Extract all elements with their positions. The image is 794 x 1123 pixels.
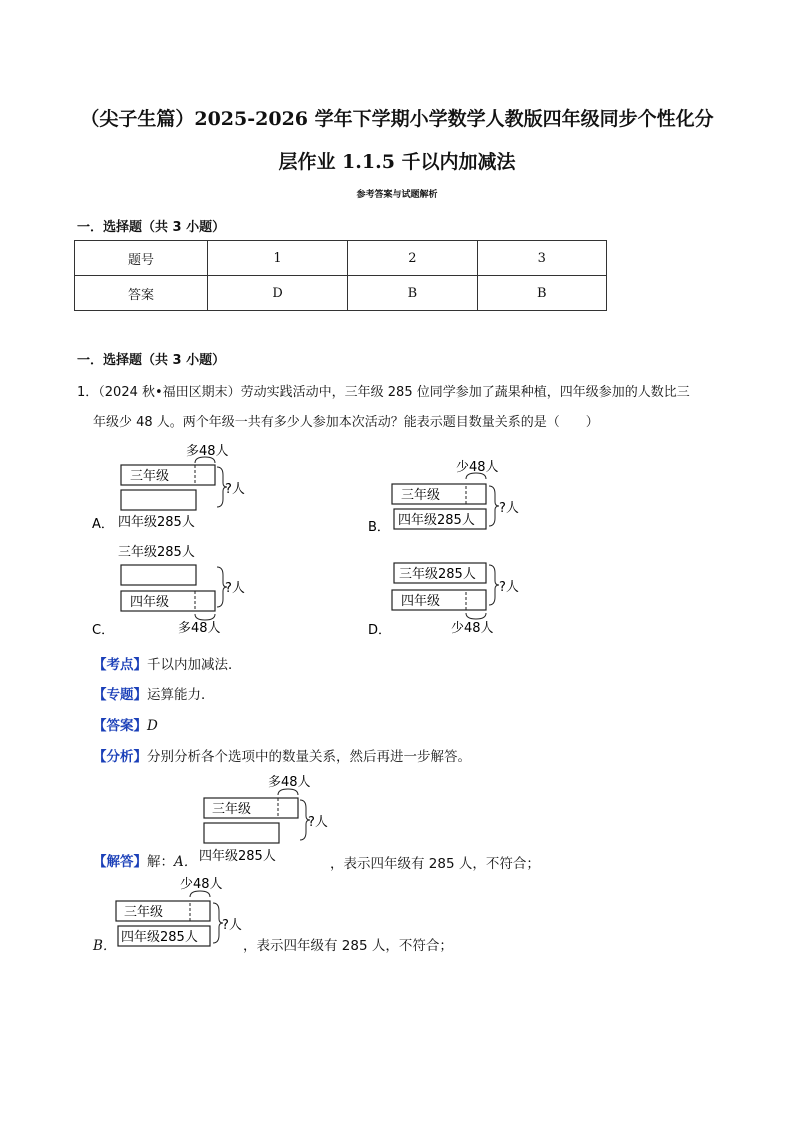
option-d-total: ?人 (499, 580, 519, 595)
jieda-label: 【解答】 (93, 854, 147, 870)
solution-b-top-label: 少48人 (180, 877, 223, 892)
option-d-letter: D． (368, 623, 392, 638)
table-row (75, 241, 607, 276)
page-title-line2: 层作业 1.1.5 千以内加减法 (278, 151, 516, 173)
option-a-bar-2 (121, 490, 196, 510)
option-d-bar-1-label: 三年级285人 (399, 567, 476, 582)
table-cell: B (477, 276, 606, 311)
kaodian-text: 千以内加减法． (147, 657, 242, 673)
solution-a-total: ?人 (308, 815, 328, 830)
table-cell: B (348, 276, 477, 311)
solution-a-bar-2 (204, 823, 279, 843)
option-d-bottom-brace (466, 613, 486, 619)
option-b-bar-1-label: 三年级 (401, 488, 441, 503)
option-a-bottom-label: 四年级285人 (118, 515, 195, 530)
solution-a-bottom-label: 四年级285人 (199, 849, 276, 864)
fenxi-line (93, 745, 471, 765)
option-b-top-label: 少48人 (456, 460, 499, 475)
daan-label: 【答案】 (93, 718, 147, 734)
option-d-bar-2-label: 四年级 (401, 594, 441, 609)
jieda-a-letter: A． (174, 854, 198, 870)
daan-line (93, 714, 158, 734)
option-c-bottom-brace (195, 614, 215, 620)
table-cell: 1 (208, 241, 348, 276)
option-b-dash-box (466, 484, 486, 504)
solution-b-total: ?人 (222, 918, 242, 933)
table-cell: 3 (477, 241, 606, 276)
option-d-bottom-label: 少48人 (451, 621, 494, 636)
solution-a-bar-1-label: 三年级 (212, 802, 252, 817)
solution-b-dash-box (190, 901, 210, 921)
fenxi-text: 分别分析各个选项中的数量关系，然后再进一步解答。 (147, 749, 471, 765)
question-line-2: 年级少 48 人。两个年级一共有多少人参加本次活动？能表示题目数量关系的是（ ） (93, 415, 599, 430)
zhuanti-label: 【专题】 (93, 687, 147, 703)
option-d-right-brace (489, 565, 499, 605)
option-a-total: ?人 (225, 482, 245, 497)
answer-section-title: 一．选择题（共 3 小题） (77, 220, 226, 235)
option-c-letter: C． (92, 623, 115, 638)
option-a-bar-1-label: 三年级 (130, 469, 170, 484)
jieda-b-letter (93, 934, 116, 954)
question-section-title: 一．选择题（共 3 小题） (77, 353, 226, 368)
solution-b-bar-1-label: 三年级 (124, 905, 164, 920)
page-subtitle: 参考答案与试题解析 (356, 190, 438, 200)
jieda-b-text: ，表示四年级有 285 人，不符合； (243, 938, 453, 954)
option-d-dash-box (466, 590, 486, 610)
page-title-line1: （尖子生篇）2025-2026 学年下学期小学数学人教版四年级同步个性化分 (80, 108, 714, 130)
fenxi-label: 【分析】 (93, 749, 147, 765)
option-c-total: ?人 (225, 581, 245, 596)
jieda-prefix: 解： (147, 854, 174, 870)
option-c-top-label: 三年级285人 (118, 545, 195, 560)
question-line-1: 1．（2024 秋•福田区期末）劳动实践活动中，三年级 285 位同学参加了蔬果种植，四年级参加的人数比三 (77, 385, 690, 400)
kaodian-line (93, 653, 242, 673)
table-cell: D (208, 276, 348, 311)
option-b-right-brace (489, 486, 499, 526)
zhuanti-line (93, 683, 215, 703)
table-cell: 答案 (75, 276, 208, 311)
daan-text: D (147, 718, 158, 734)
option-b-total: ?人 (499, 501, 519, 516)
option-c-bottom-label: 多48人 (178, 621, 221, 636)
option-c-bar-1 (121, 565, 196, 585)
jieda-line-a (93, 850, 197, 870)
zhuanti-text: 运算能力． (147, 687, 215, 703)
solution-a-top-label: 多48人 (268, 775, 311, 790)
option-a-letter: A． (92, 517, 114, 532)
option-c-bar-2-label: 四年级 (130, 595, 170, 610)
table-row (75, 276, 607, 311)
jieda-b-letter-text: B． (93, 938, 117, 954)
option-a-top-label: 多48人 (186, 444, 229, 459)
table-cell: 题号 (75, 241, 208, 276)
option-b-letter: B． (368, 520, 390, 535)
solution-b-bar-2-label: 四年级285人 (121, 930, 198, 945)
kaodian-label: 【考点】 (93, 657, 147, 673)
answer-table (74, 240, 607, 311)
jieda-a-text: ，表示四年级有 285 人，不符合； (330, 856, 540, 872)
option-b-bar-2-label: 四年级285人 (398, 513, 475, 528)
table-cell: 2 (348, 241, 477, 276)
